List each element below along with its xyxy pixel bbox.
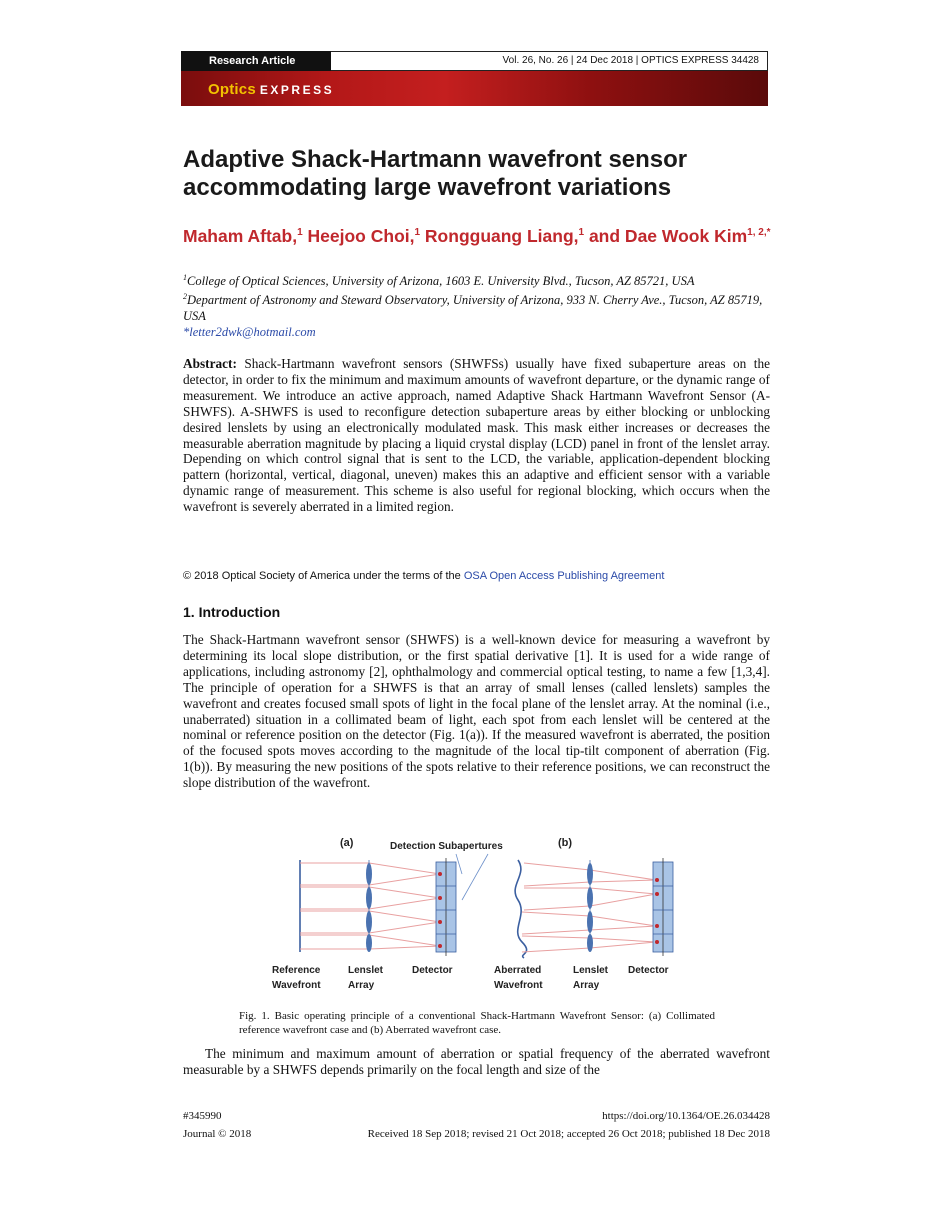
article-type-label: Research Article bbox=[181, 51, 331, 71]
logo-express: EXPRESS bbox=[259, 83, 335, 97]
wavefront-label: Wavefront bbox=[272, 980, 321, 991]
lenslet-label: Lenslet bbox=[348, 965, 384, 976]
article-id: #345990 bbox=[183, 1110, 222, 1122]
copyright-notice: © 2018 Optical Society of America under the terms of the OSA Open Access Publishing Agreement bbox=[183, 570, 665, 582]
lenslet-array bbox=[366, 863, 372, 952]
wavefront-label: Reference bbox=[272, 965, 321, 976]
journal-logo bbox=[208, 81, 334, 98]
abstract bbox=[183, 356, 770, 515]
author-name: and Dae Wook Kim bbox=[588, 225, 748, 246]
journal-info: Vol. 26, No. 26 | 24 Dec 2018 | OPTICS EXPRESS 34428 bbox=[331, 51, 768, 71]
abstract-text: Shack-Hartmann wavefront sensors (SHWFSs) usually have fixed subaperture areas on the detector, in order to fix the minimum and maximum amounts of wavefront departure, or the dynamic range of measurement. We introduce an active approach, named Adaptive Shack Hartmann Wavefront Sensor (A-SHWFS). A-SHWFS is used to reconfigure detection subaperture areas by either blocking or unblocking desired lenslets by using an electronically modulated mask. This mask either increases or decreases the measurable aberration magnitude by placing a liquid crystal display (LCD) panel in front of the lenslet array. Depending on which control signal that is sent to the LCD, the variable, application-dependent blocking pattern (horizontal, vertical, diagonal, uneven) makes this an adaptive and efficient sensor with a variable dynamic range of measurement. This scheme is also useful for regional blocking, which occurs when the wavefront is severely aberrated in a limited region. bbox=[183, 356, 770, 515]
body-paragraph: The minimum and maximum amount of aberration or spatial frequency of the aberrated wavefront measurable by a SHWFS depends primarily on the focal length and size of the bbox=[183, 1046, 770, 1077]
detection-subapertures-label: Detection Subapertures bbox=[390, 841, 503, 852]
author-name: Heejoo Choi, bbox=[307, 225, 415, 246]
logo-optics: Optics bbox=[208, 81, 256, 98]
wavefront-label: Aberrated bbox=[494, 965, 542, 976]
detector-label: Detector bbox=[628, 965, 669, 976]
affiliation-2: $^2$Department of Astronomy and Steward Observatory, University of Arizona, 933 N. Cherry Ave., Tucson, AZ 85719, USA bbox=[183, 292, 763, 324]
wavefront-label: Wavefront bbox=[494, 980, 543, 991]
paper-title: Adaptive Shack-Hartmann wavefront sensor accommodating large wavefront variations bbox=[183, 146, 688, 201]
intro-paragraph: The Shack-Hartmann wavefront sensor (SHWFS) is a well-known device for measuring a wavefront by determining its local slope distribution, or the first spatial derivative [1]. It is used for a wide range of applications, including astronomy [2], ophthalmology and commercial optical testing, to name a few [1,3,4]. The principle of operation for a SHWFS is that an array of small lenses (called lenslets) samples the wavefront and creates focused small spots of light in the focal plane of the lenslet array. At the nominal (i.e., unaberrated) situation in a collimated beam of light, each spot from each lenslet will be centered at the nominal or reference position on the detector (Fig. 1(a)). If the measured wavefront is aberrated, the position of the focused spots moves according to the magnitude of the local tip-tilt component of aberration (Fig. 1(b)). By measuring the new positions of the spots relative to their reference positions, we can reconstruct the slope distribution of the wavefront. bbox=[183, 632, 770, 791]
journal-copyright: Journal © 2018 bbox=[183, 1128, 252, 1140]
author-name: Rongguang Liang, bbox=[424, 225, 579, 246]
section-heading: 1. Introduction bbox=[183, 604, 281, 620]
license-link[interactable]: OSA Open Access Publishing Agreement bbox=[463, 570, 665, 582]
figure-1-diagram bbox=[266, 830, 686, 1000]
author-name: Maham Aftab, bbox=[183, 225, 298, 246]
aberrated-wavefront bbox=[515, 860, 526, 958]
panel-b bbox=[494, 858, 673, 991]
detector-label: Detector bbox=[412, 965, 453, 976]
lenslet-label: Array bbox=[348, 980, 375, 991]
affiliation-1: $^1$College of Optical Sciences, University of Arizona, 1603 E. University Blvd., Tucson, AZ 85721, USA bbox=[183, 273, 695, 289]
affiliations bbox=[183, 270, 783, 340]
corresponding-email[interactable]: *letter2dwk@hotmail.com bbox=[183, 325, 316, 340]
panel-b-label: (b) bbox=[558, 837, 573, 849]
publication-dates: Received 18 Sep 2018; revised 21 Oct 2018; accepted 26 Oct 2018; published 18 Dec 2018 bbox=[367, 1128, 770, 1140]
lenslet-label: Array bbox=[573, 980, 600, 991]
lenslet-label: Lenslet bbox=[573, 965, 609, 976]
author-affil-sup: 1 bbox=[297, 227, 303, 238]
doi-link[interactable]: https://doi.org/10.1364/OE.26.034428 bbox=[602, 1110, 770, 1122]
panel-a bbox=[272, 858, 456, 991]
author-affil-sup: 1, 2,* bbox=[747, 227, 771, 238]
pointer-line bbox=[462, 854, 488, 900]
pointer-line bbox=[456, 854, 462, 874]
lenslet-array bbox=[587, 863, 593, 952]
panel-a-label: (a) bbox=[340, 837, 354, 849]
abstract-label: Abstract: bbox=[183, 356, 237, 371]
author-affil-sup: 1 bbox=[578, 227, 585, 238]
figure-caption: Fig. 1. Basic operating principle of a conventional Shack-Hartmann Wavefront Sensor: (a) Collimated reference wavefront case and (b) Aberrated wavefront case. bbox=[239, 1010, 715, 1036]
author-list bbox=[183, 222, 773, 247]
author-affil-sup: 1 bbox=[414, 227, 421, 238]
